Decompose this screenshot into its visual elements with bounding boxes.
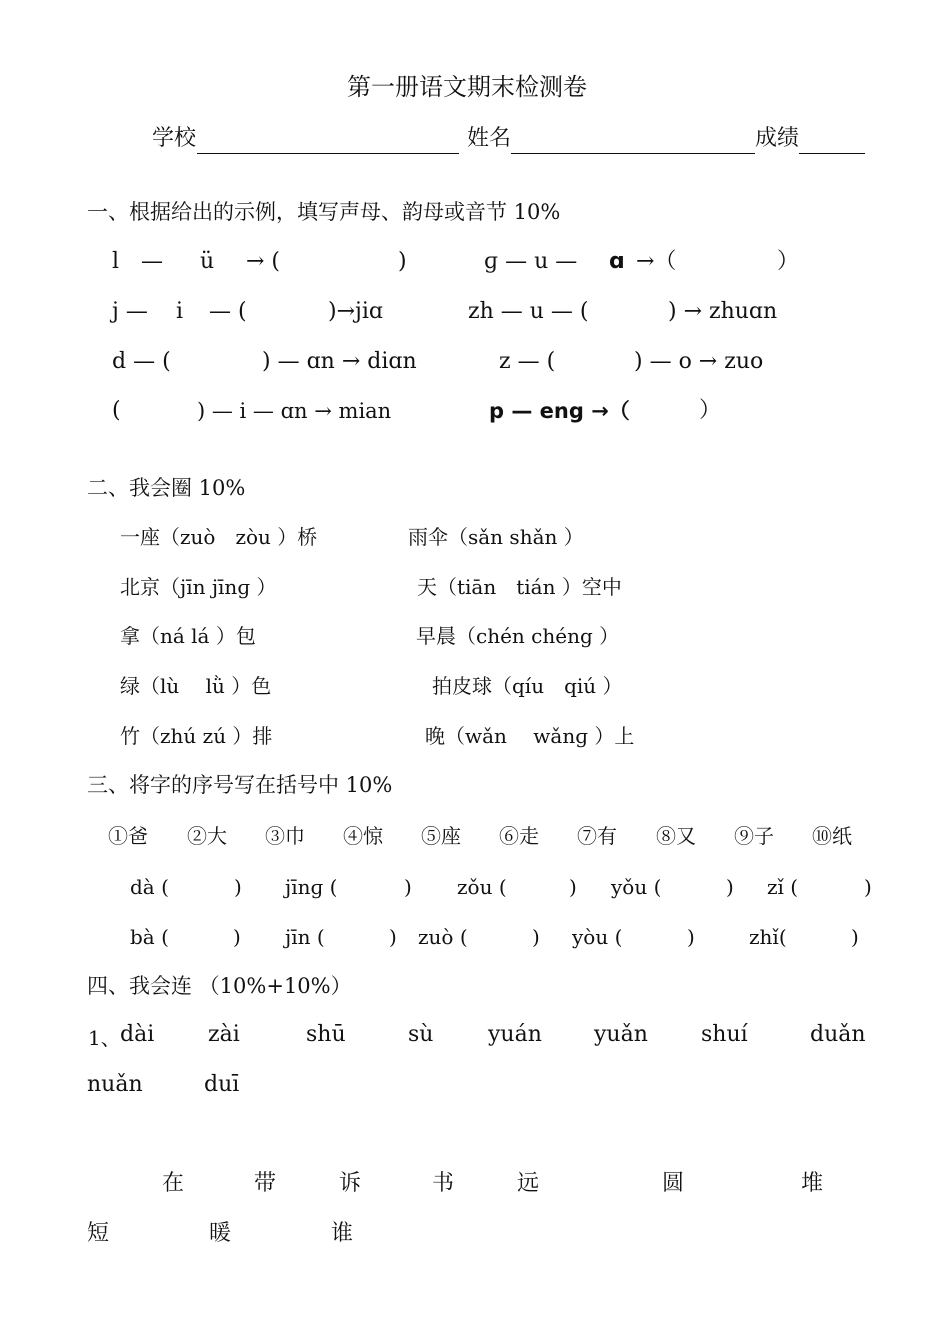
school-label: 学校 — [152, 126, 197, 151]
circle-item[interactable]: 雨伞（sǎn shǎn ） — [408, 525, 584, 549]
pinyin-blank: zhǐ( — [749, 925, 787, 949]
s1-r1-text: ) — [398, 249, 407, 274]
pinyin-blank: bà ( — [130, 925, 169, 949]
name-field-line[interactable] — [511, 153, 755, 154]
s1-r2-text: )→jiɑ — [328, 299, 383, 324]
school-field-line[interactable] — [197, 153, 459, 154]
s1-r4-text: p — eng →（ — [489, 399, 630, 423]
circle-item[interactable]: 早晨（chén chéng ） — [416, 624, 620, 648]
pinyin-blank: jīn ( — [285, 925, 325, 949]
circle-item[interactable]: 北京（jīn jīnɡ ） — [120, 575, 277, 599]
match-char[interactable]: 暖 — [209, 1221, 232, 1246]
pinyin-blank[interactable]: ) — [851, 925, 859, 949]
pinyin-blank: yòu ( — [572, 925, 623, 949]
numbered-char: ⑧又 — [656, 824, 696, 848]
circle-item[interactable]: 一座（zuò zòu ）桥 — [120, 525, 318, 549]
pinyin-blank: zǒu ( — [457, 875, 507, 899]
match-char[interactable]: 书 — [432, 1171, 455, 1196]
pinyin-blank[interactable]: ) — [234, 875, 242, 899]
match-char[interactable]: 短 — [87, 1221, 110, 1246]
match-char[interactable]: 圆 — [662, 1171, 685, 1196]
s1-r3-text: ) — ɑn → diɑn — [262, 349, 417, 374]
s1-r2-text: j — — [112, 299, 148, 324]
circle-item[interactable]: 竹（zhú zú ）排 — [120, 724, 273, 748]
match-pinyin[interactable]: sù — [408, 1022, 434, 1047]
name-label: 姓名 — [467, 126, 512, 151]
s1-r1-text: ɑ — [609, 249, 625, 274]
s1-r4-text: ( — [112, 398, 121, 423]
s1-r1-text: ） — [777, 249, 800, 274]
numbered-char: ⑨子 — [734, 824, 774, 848]
section1-heading: 一、根据给出的示例，填写声母、韵母或音节 10% — [87, 200, 561, 224]
match-char[interactable]: 谁 — [331, 1221, 354, 1246]
match-pinyin[interactable]: duī — [204, 1072, 240, 1097]
s1-r1-text: ɡ — u — — [484, 249, 578, 274]
numbered-char: ⑤座 — [421, 824, 461, 848]
pinyin-blank[interactable]: ) — [687, 925, 695, 949]
page-title: 第一册语文期末检测卷 — [347, 73, 587, 101]
circle-item[interactable]: 晚（wǎn wǎnɡ ）上 — [425, 724, 635, 748]
s1-r2-text: ) → zhuɑn — [668, 299, 778, 324]
match-pinyin[interactable]: nuǎn — [87, 1072, 143, 1097]
pinyin-blank[interactable]: ) — [404, 875, 412, 899]
pinyin-prefix: 1、 — [88, 1026, 121, 1050]
s1-r2-text: i — [176, 299, 184, 324]
s1-r3-text: d — ( — [112, 349, 171, 374]
s1-r1-text: → ( — [246, 249, 281, 274]
match-pinyin[interactable]: shū — [306, 1022, 346, 1047]
pinyin-blank: jīnɡ ( — [285, 875, 338, 899]
numbered-char: ⑩纸 — [812, 824, 852, 848]
pinyin-blank[interactable]: ) — [233, 925, 241, 949]
circle-item[interactable]: 拍皮球（qíu qiú ） — [432, 674, 623, 698]
pinyin-blank: zuò ( — [418, 925, 468, 949]
s1-r2-text: zh — u — ( — [468, 299, 589, 324]
numbered-char: ④惊 — [343, 824, 383, 848]
s1-r1-text: l — [112, 249, 120, 274]
pinyin-blank[interactable]: ) — [569, 875, 577, 899]
section4-heading: 四、我会连 （10%+10%） — [87, 974, 352, 998]
numbered-char: ⑦有 — [577, 824, 617, 848]
match-pinyin[interactable]: yuán — [488, 1022, 542, 1047]
match-pinyin[interactable]: duǎn — [810, 1022, 866, 1047]
match-pinyin[interactable]: shuí — [701, 1022, 748, 1047]
score-field-line[interactable] — [799, 153, 865, 154]
numbered-char: ①爸 — [108, 824, 148, 848]
match-char[interactable]: 堆 — [801, 1171, 824, 1196]
s1-r2-text: — ( — [209, 299, 247, 324]
s1-r4-text: ） — [699, 398, 722, 423]
pinyin-blank[interactable]: ) — [864, 875, 872, 899]
numbered-char: ③巾 — [265, 824, 305, 848]
circle-item[interactable]: 拿（ná lá ）包 — [120, 624, 256, 648]
circle-item[interactable]: 天（tiān tián ）空中 — [417, 575, 622, 599]
circle-item[interactable]: 绿（lù lǜ ）色 — [120, 674, 272, 698]
match-char[interactable]: 诉 — [339, 1171, 362, 1196]
match-char[interactable]: 带 — [254, 1171, 277, 1196]
section2-heading: 二、我会圈 10% — [87, 476, 246, 500]
match-char[interactable]: 远 — [517, 1171, 540, 1196]
pinyin-blank[interactable]: ) — [532, 925, 540, 949]
pinyin-blank[interactable]: ) — [389, 925, 397, 949]
pinyin-blank: dà ( — [130, 875, 169, 899]
match-pinyin[interactable]: yuǎn — [594, 1022, 648, 1047]
match-char[interactable]: 在 — [162, 1171, 185, 1196]
numbered-char: ⑥走 — [499, 824, 539, 848]
s1-r1-text: →（ — [636, 249, 677, 274]
section3-heading: 三、将字的序号写在括号中 10% — [87, 773, 393, 797]
pinyin-blank: yǒu ( — [611, 875, 662, 899]
pinyin-blank[interactable]: ) — [726, 875, 734, 899]
pinyin-blank: zǐ ( — [767, 875, 799, 899]
match-pinyin[interactable]: dài — [120, 1022, 155, 1047]
s1-r1-text: ü — [200, 249, 215, 274]
s1-r1-text: — — [141, 249, 163, 274]
numbered-char: ②大 — [187, 824, 227, 848]
s1-r3-text: z — ( — [499, 349, 556, 374]
score-label: 成绩 — [755, 126, 800, 151]
match-pinyin[interactable]: zài — [208, 1022, 240, 1047]
s1-r4-text: ) — i — ɑn → mian — [197, 399, 392, 423]
s1-r3-text: ) — o → zuo — [634, 349, 764, 374]
